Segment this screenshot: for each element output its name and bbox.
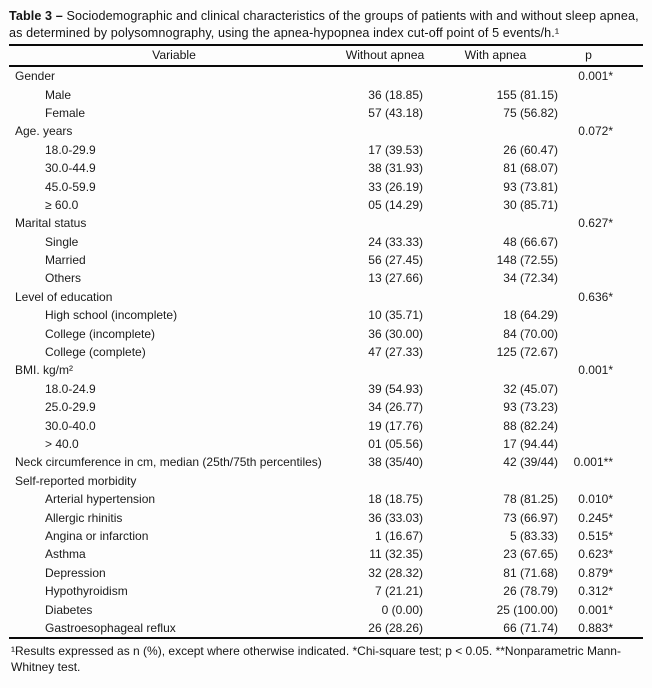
row-label: Diabetes <box>45 602 93 617</box>
value-p: 0.001** <box>573 455 613 470</box>
table-row <box>9 435 643 453</box>
value-p: 0.245* <box>578 510 613 525</box>
row-label: 30.0-40.0 <box>45 418 96 433</box>
value-p: 0.515* <box>578 528 613 543</box>
value-p <box>560 251 643 269</box>
table-row <box>9 361 643 379</box>
value-without-apnea: 11 (32.35) <box>369 547 423 562</box>
value-p: 0.010* <box>578 492 613 507</box>
value-with-apnea: 93 (73.81) <box>503 179 558 194</box>
table-row <box>9 490 643 508</box>
row-label: 18.0-29.9 <box>45 142 96 157</box>
table-caption-text: Sociodemographic and clinical characteristics of the groups of patients with and without sleep apnea, as determined by polysomnography, using the apnea-hypopnea index cut-off point of 5 events/h.¹ <box>9 9 639 40</box>
value-p <box>560 196 643 214</box>
value-p <box>560 104 643 122</box>
column-header-without-apnea: Without apnea <box>339 45 431 66</box>
value-without-apnea: 36 (33.03) <box>368 510 423 525</box>
table-row <box>9 398 643 416</box>
value-without-apnea: 17 (39.53) <box>368 142 423 157</box>
row-label: Allergic rhinitis <box>45 510 123 525</box>
value-without-apnea: 18 (18.75) <box>368 492 423 507</box>
value-without-apnea: 19 (17.76) <box>368 418 423 433</box>
value-without-apnea: 36 (30.00) <box>368 326 423 341</box>
table-row <box>9 453 643 471</box>
value-with-apnea <box>431 472 560 490</box>
table-row <box>9 214 643 232</box>
value-with-apnea: 88 (82.24) <box>503 418 558 433</box>
row-label: Neck circumference in cm, median (25th/75th percentiles) <box>15 455 322 470</box>
value-with-apnea: 17 (94.44) <box>503 437 558 451</box>
row-label: Self-reported morbidity <box>15 473 137 488</box>
value-with-apnea: 78 (81.25) <box>503 492 558 507</box>
value-without-apnea: 39 (54.93) <box>368 381 423 396</box>
table-row <box>9 527 643 545</box>
value-p <box>560 269 643 287</box>
value-p: 0.072* <box>578 124 613 139</box>
row-label: Hypothyroidism <box>45 584 128 599</box>
value-without-apnea: 47 (27.33) <box>368 345 423 360</box>
value-with-apnea: 148 (72.55) <box>496 253 558 268</box>
value-p <box>560 380 643 398</box>
value-with-apnea <box>431 288 560 306</box>
value-p: 0.636* <box>578 289 613 304</box>
row-label: Level of education <box>15 289 113 304</box>
value-with-apnea: 125 (72.67) <box>496 345 558 360</box>
row-label: ≥ 60.0 <box>45 197 79 212</box>
row-label: BMI. kg/m² <box>15 363 74 378</box>
row-label: 25.0-29.9 <box>45 400 96 415</box>
value-without-apnea: 24 (33.33) <box>368 234 423 249</box>
value-p: 0.001* <box>578 363 613 378</box>
value-without-apnea: 56 (27.45) <box>368 253 423 268</box>
table-row <box>9 141 643 159</box>
value-without-apnea: 0 (0.00) <box>381 602 423 617</box>
value-with-apnea: 25 (100.00) <box>496 602 558 617</box>
table-row <box>9 85 643 103</box>
table-row <box>9 288 643 306</box>
value-p <box>560 141 643 159</box>
table-row <box>9 66 643 85</box>
table-header-row <box>9 45 643 66</box>
value-without-apnea: 01 (05.56) <box>368 437 423 451</box>
value-p <box>560 85 643 103</box>
value-p: 0.883* <box>578 620 613 635</box>
row-label: Female <box>45 105 86 120</box>
value-with-apnea: 42 (39/44) <box>503 455 558 470</box>
row-label: Marital status <box>15 216 87 231</box>
value-p <box>560 159 643 177</box>
value-without-apnea: 13 (27.66) <box>368 271 423 286</box>
value-with-apnea: 93 (73.23) <box>503 400 558 415</box>
table-row <box>9 324 643 342</box>
table-row <box>9 619 643 638</box>
value-with-apnea: 30 (85.71) <box>503 197 558 212</box>
table-row <box>9 269 643 287</box>
value-without-apnea: 38 (31.93) <box>368 161 423 176</box>
table-caption <box>9 8 643 41</box>
row-label: Married <box>45 253 86 268</box>
value-p <box>560 435 643 453</box>
row-label: Angina or infarction <box>45 528 149 543</box>
value-with-apnea: 75 (56.82) <box>503 105 558 120</box>
value-with-apnea: 18 (64.29) <box>503 308 558 323</box>
value-with-apnea: 48 (66.67) <box>503 234 558 249</box>
row-label: > 40.0 <box>45 437 79 451</box>
column-header-p: p <box>560 45 643 66</box>
row-label: 30.0-44.9 <box>45 161 96 176</box>
table-row <box>9 196 643 214</box>
value-without-apnea: 10 (35.71) <box>368 308 423 323</box>
value-with-apnea: 34 (72.34) <box>503 271 558 286</box>
row-label: Depression <box>45 565 106 580</box>
value-p <box>560 343 643 361</box>
value-p: 0.627* <box>578 216 613 231</box>
value-with-apnea <box>431 122 560 140</box>
table-row <box>9 104 643 122</box>
table-caption-label: Table 3 – <box>9 9 63 23</box>
value-without-apnea: 05 (14.29) <box>368 197 423 212</box>
value-p <box>560 416 643 434</box>
value-p <box>560 177 643 195</box>
value-with-apnea: 81 (68.07) <box>503 161 558 176</box>
value-without-apnea <box>339 214 431 232</box>
row-label: Arterial hypertension <box>45 492 156 507</box>
row-label: Age. years <box>15 124 73 139</box>
value-p <box>560 324 643 342</box>
value-with-apnea: 23 (67.65) <box>503 547 558 562</box>
value-without-apnea: 1 (16.67) <box>374 528 423 543</box>
row-label: Gender <box>15 69 56 84</box>
value-without-apnea: 32 (28.32) <box>368 565 423 580</box>
row-label: Asthma <box>45 547 86 562</box>
table-row <box>9 306 643 324</box>
row-label: 45.0-59.9 <box>45 179 96 194</box>
value-with-apnea <box>431 214 560 232</box>
value-without-apnea: 33 (26.19) <box>368 179 423 194</box>
value-p: 0.001* <box>578 69 613 84</box>
table-row <box>9 343 643 361</box>
table-row <box>9 416 643 434</box>
table-row <box>9 564 643 582</box>
value-with-apnea: 84 (70.00) <box>503 326 558 341</box>
table-footnote: ¹Results expressed as n (%), except where otherwise indicated. *Chi-square test; p < 0.05. **Nonparametric Mann-Whitney test. <box>11 644 621 675</box>
value-with-apnea: 73 (66.97) <box>503 510 558 525</box>
column-header-with-apnea: With apnea <box>431 45 560 66</box>
value-with-apnea: 66 (71.74) <box>503 620 558 635</box>
column-header-variable: Variable <box>9 45 339 66</box>
table-row <box>9 159 643 177</box>
table-row <box>9 380 643 398</box>
value-p: 0.001* <box>578 602 613 617</box>
value-without-apnea: 57 (43.18) <box>368 105 423 120</box>
table-row <box>9 122 643 140</box>
value-with-apnea: 5 (83.33) <box>509 528 558 543</box>
table-row <box>9 545 643 563</box>
value-with-apnea: 81 (71.68) <box>503 565 558 580</box>
value-p: 0.623* <box>578 547 613 562</box>
value-with-apnea <box>431 361 560 379</box>
table-row <box>9 508 643 526</box>
table-row <box>9 472 643 490</box>
value-without-apnea <box>339 288 431 306</box>
value-without-apnea: 38 (35/40) <box>368 455 423 470</box>
row-label: Others <box>45 271 82 286</box>
value-with-apnea: 32 (45.07) <box>503 381 558 396</box>
row-label: High school (incomplete) <box>45 308 178 323</box>
value-without-apnea: 34 (26.77) <box>368 400 423 415</box>
table-body <box>9 66 643 638</box>
row-label: College (complete) <box>45 345 146 360</box>
value-without-apnea <box>339 361 431 379</box>
characteristics-table <box>9 44 643 639</box>
value-with-apnea: 155 (81.15) <box>496 87 558 102</box>
table-row <box>9 233 643 251</box>
row-label: Gastroesophageal reflux <box>45 620 176 635</box>
value-p: 0.312* <box>578 584 613 599</box>
value-p <box>560 306 643 324</box>
value-without-apnea: 26 (28.26) <box>368 620 423 635</box>
value-without-apnea: 7 (21.21) <box>374 584 423 599</box>
table-row <box>9 582 643 600</box>
row-label: College (incomplete) <box>45 326 156 341</box>
value-with-apnea: 26 (78.79) <box>503 584 558 599</box>
value-without-apnea <box>339 66 431 85</box>
value-p <box>560 398 643 416</box>
value-p <box>560 472 643 490</box>
row-label: Single <box>45 234 79 249</box>
value-with-apnea: 26 (60.47) <box>503 142 558 157</box>
value-without-apnea: 36 (18.85) <box>368 87 423 102</box>
row-label: 18.0-24.9 <box>45 381 96 396</box>
table-row <box>9 600 643 618</box>
value-without-apnea <box>339 122 431 140</box>
value-with-apnea <box>431 66 560 85</box>
value-p <box>560 233 643 251</box>
table-row <box>9 251 643 269</box>
table-row <box>9 177 643 195</box>
value-without-apnea <box>339 472 431 490</box>
value-p: 0.879* <box>578 565 613 580</box>
row-label: Male <box>45 87 72 102</box>
